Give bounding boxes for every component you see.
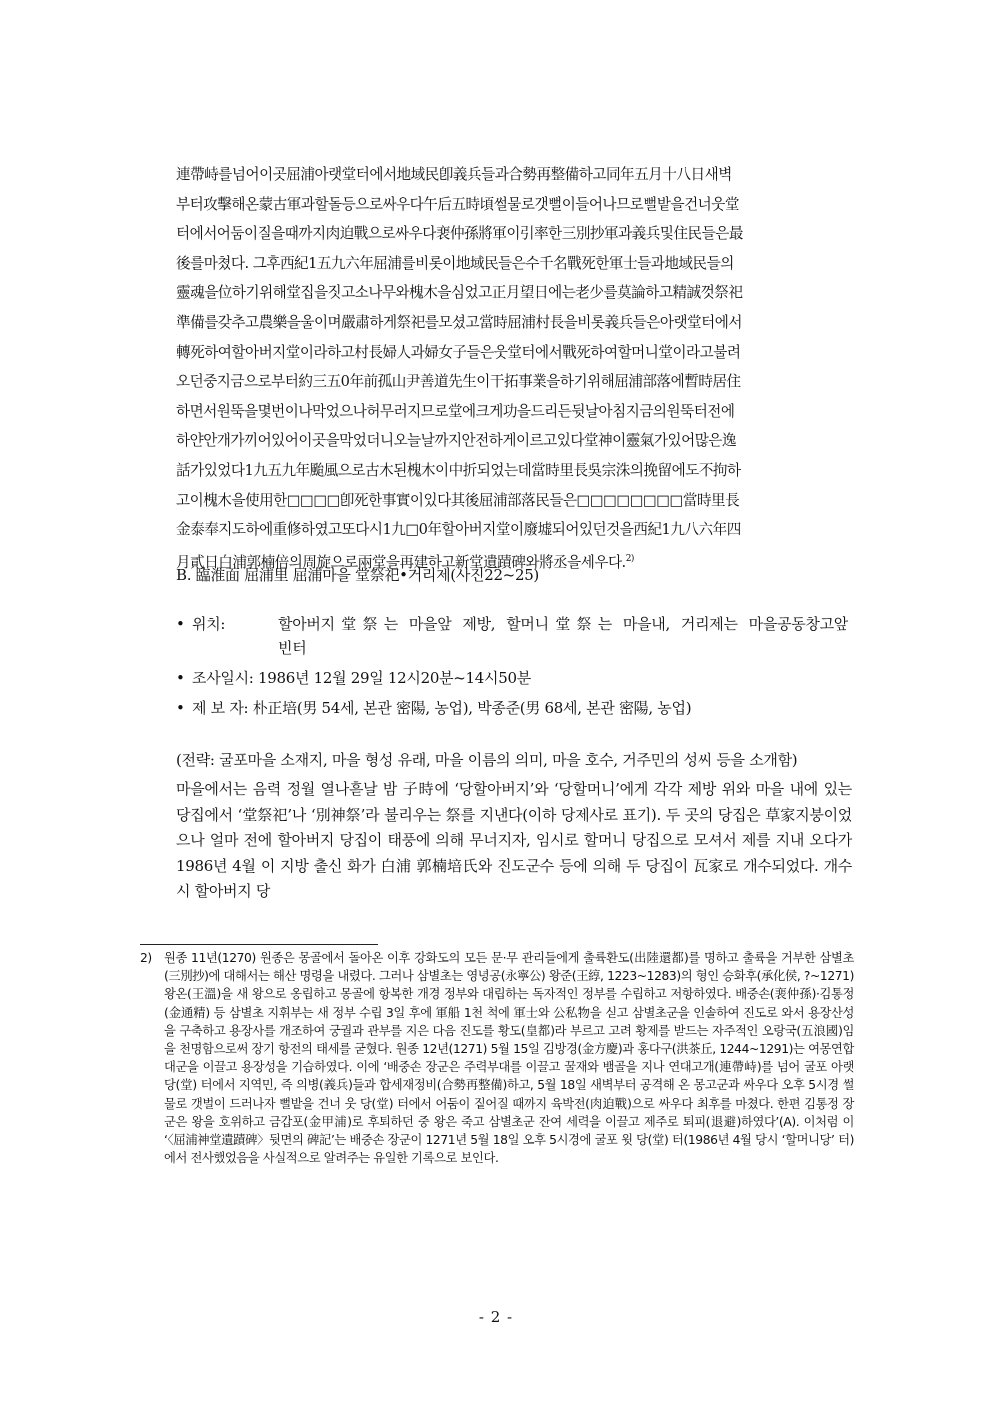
quote-line: 오던중지금으로부터約三五0年前孤山尹善道先生이干拓事業을하기위해屈浦部落에暫時居住	[176, 373, 741, 391]
informant-value: 朴正培(男 54세, 본관 密陽, 농업), 박종준(男 68세, 본관 密陽, 농업)	[252, 699, 692, 717]
informant-label: 제 보 자:	[192, 699, 249, 717]
page-number: - 2 -	[478, 1308, 514, 1326]
quote-line: 靈魂을位하기위해堂집을짓고소나무와槐木을심었고正月望日에는老少를莫論하고精誠껏祭祀	[176, 284, 743, 302]
quote-line: 하얀안개가끼어있어이곳을막었더니오늘날까지안전하게이르고있다堂神이靈氣가있어많은逸	[176, 432, 736, 450]
footnote	[140, 949, 854, 1167]
info-item-date	[176, 666, 852, 690]
quote-line: 話가있었다1九五九年颱風으로古木된槐木이中折되었는데當時里長吳宗洙의挽留에도不拘하	[176, 461, 741, 479]
quote-line: 轉死하여할아버지堂이라하고村長婦人과婦女子들은웃堂터에서戰死하여할머니堂이라고불려	[176, 343, 741, 361]
inscription-quote	[176, 160, 852, 577]
date-value: 1986년 12월 29일 12시20분~14시50분	[257, 669, 531, 687]
section-title: B. 臨淮面 屈浦里 屈浦마을 堂祭祀•거리제(사진22~25)	[176, 566, 539, 584]
body-text	[176, 748, 852, 904]
quote-line: 부터攻擊해온蒙古軍과할돌등으로싸우다午后五時頃썰물로갯뻘이들어나므로뻘밭을건너웃堂	[176, 195, 739, 213]
footnote-text: 원종 11년(1270) 원종은 몽골에서 돌아온 이후 강화도의 모든 문·무 관리들에게 출륙환도(出陸還都)를 명하고 출륙을 거부한 삼별초(三別抄)에 대해서는 해산 명령을 내렸다. 그러나 삼별초는 영녕공(永寧公) 왕준(王綧, 1223~1283)의 형인 승화후(承化侯, ?~1271) 왕온(王溫)을 새 왕으로 옹립하고 몽골에 항복한 개경 정부와 대립하는 독자적인 정부를 수립하고 저항하였다. 배중손(裵仲孫)·김통정(金通精) 등 삼별초 지휘부는 새 정부 수립 3일 후에 軍船 1천 척에 軍士와 公私物을 싣고 삼별초군을 인솔하여 진도로 와서 용장산성을 구축하고 용장사를 개조하여 궁궐과 관부를 지은 다음 진도를 황도(皇都)라 부르고 고려 황제를 받드는 자주적인 오랑국(五浪國)임을 천명함으로써 장기 항전의 태세를 굳혔다. 원종 12년(1271) 5월 15일 김방경(金方慶)과 홍다구(洪茶丘, 1244~1291)는 여몽연합대군을 이끌고 용장성을 기습하였다. 이에 ‘배중손 장군은 주력부대를 이끌고 꿀재와 뱀골을 지나 연대고개(連帶峙)를 넘어 굴포 아랫 당(堂) 터에서 지역민, 즉 의병(義兵)들과 합세재정비(合勢再整備)하고, 5월 18일 새벽부터 공격해 온 몽고군과 싸우다 오후 5시경 썰물로 갯벌이 드러나자 뻘밭을 건너 웃 당(堂) 터에서 어둠이 짙어질 때까지 육박전(肉迫戰)으로 싸우다 최후를 마쳤다. 한편 김통정 장군은 왕을 호위하고 금갑포(金甲浦)로 후퇴하던 중 왕은 죽고 삼별초군 잔여 세력을 이끌고 제주로 퇴피(退避)하였다’(A). 이처럼 이 ‘〈屈浦神堂遺蹟碑〉뒷면의 碑記’는 배중손 장군이 1271년 5월 18일 오후 5시경에 굴포 윗 당(堂) 터(1986년 4월 당시 ‘할머니당’ 터)에서 전사했었음을 사실적으로 알려주는 유일한 기록으로 보인다.	[164, 951, 854, 1166]
footnote-divider	[140, 944, 378, 945]
bullet: •	[176, 699, 185, 717]
quote-line: 準備를갖추고農樂을울이며嚴肅하게祭祀를모셨고當時屈浦村長을비롯義兵들은아랫堂터에서	[176, 313, 742, 331]
quote-line: 連帶峙를넘어이곳屈浦아랫堂터에서地域民卽義兵들과合勢再整備하고同年五月十八日새벽	[176, 166, 732, 183]
location-value	[278, 612, 848, 660]
survey-info-list	[176, 612, 852, 726]
body-paragraph: 마을에서는 음력 정월 열나흗날 밤 子時에 ‘당할아버지’와 ‘당할머니’에게 각각 제방 위와 마을 내에 있는 당집에서 ‘堂祭祀’나 ‘別神祭’라 불리우는 祭를 지낸다(이하 당제사로 표기). 두 곳의 당집은 草家지붕이었으나 얼마 전에 할아버지 당집이 태풍에 의해 무너지자, 임시로 할머니 당집으로 모셔서 제를 지내 오다가 1986년 4월 이 지방 출신 화가 白浦 郭楠培氏와 진도군수 등에 의해 두 당집이 瓦家로 개수되었다. 개수 시 할아버지 당	[176, 780, 852, 901]
info-item-informant	[176, 696, 852, 720]
omission-note: (전략: 굴포마을 소재지, 마을 형성 유래, 마을 이름의 의미, 마을 호수, 거주민의 성씨 등을 소개함)	[176, 751, 798, 769]
info-item-location	[176, 612, 852, 660]
quote-line: 後를마쳤다. 그후西紀1五九六年屈浦를비롯이地域民들은수千名戰死한軍士들과地域民들의	[176, 254, 734, 272]
quote-line: 고이槐木을使用한□□□□卽死한事實이있다其後屈浦部落民들은□□□□□□□□當時里長	[176, 491, 740, 509]
quote-line-text: 月貳日白浦郭楠倍의周旋으로兩堂을再建하고新堂遺蹟碑와將丞을세우다.	[176, 553, 626, 571]
date-label: 조사일시:	[192, 669, 254, 687]
bullet: •	[176, 669, 185, 687]
quote-line: 하면서원뚝을몇번이나막었으나허무러지므로堂에크게功을드리든뒷날아침지금의원뚝터전에	[176, 402, 735, 420]
location-label: 위치:	[192, 615, 226, 633]
footnote-reference[interactable]: 2)	[625, 553, 634, 564]
quote-line: 터에서어둠이질을때까지肉迫戰으로싸우다裵仲孫將軍이引率한三別抄軍과義兵및住民들은最	[176, 225, 743, 243]
location-value-line2: 빈터	[278, 639, 307, 657]
bullet: •	[176, 615, 185, 633]
location-value-line1: 할아버지堂祭는 마을앞 제방, 할머니堂祭는 마을내, 거리제는 마을공동창고앞	[278, 615, 848, 633]
quote-line: 金泰奉지도하에重修하였고또다시1九□0年할아버지堂이廢墟되어있던것을西紀1九八六年四	[176, 521, 741, 539]
footnote-number: 2)	[140, 951, 152, 965]
